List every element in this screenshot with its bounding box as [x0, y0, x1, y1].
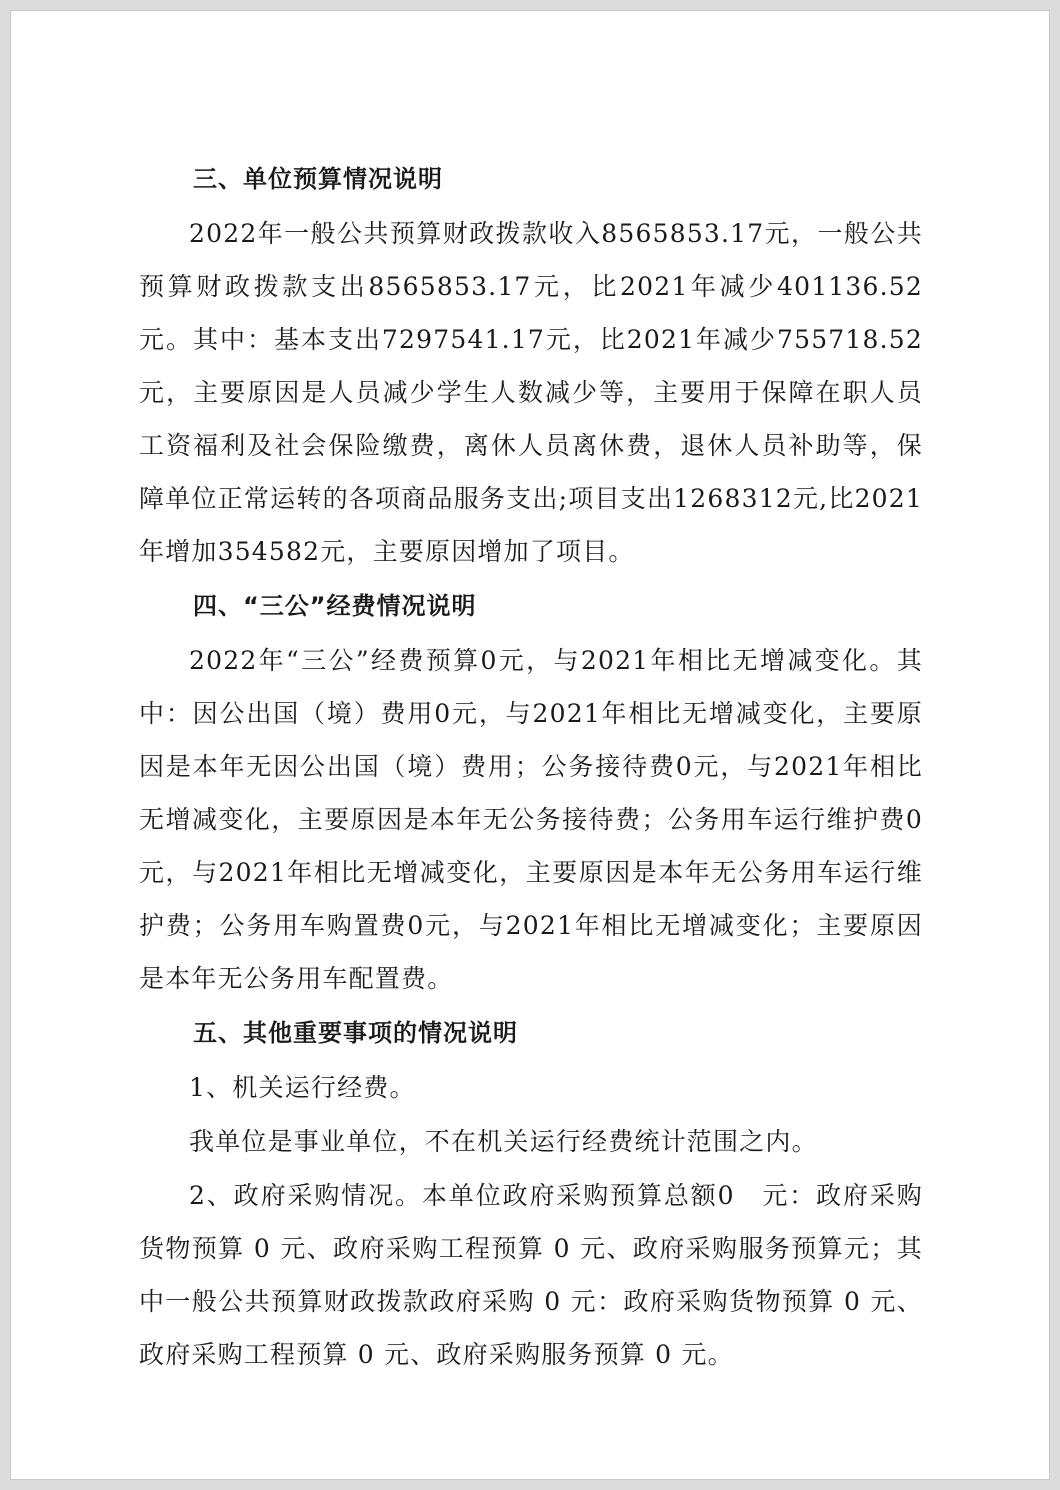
section-heading-three-public: 四、“三公”经费情况说明 — [193, 592, 477, 620]
operating-expense-title: 1、机关运行经费。 — [189, 1073, 416, 1102]
section-heading-other-matters: 五、其他重要事项的情况说明 — [193, 1019, 518, 1047]
operating-expense-body: 我单位是事业单位，不在机关运行经费统计范围之内。 — [189, 1127, 818, 1156]
three-public-paragraph: 2022年“三公”经费预算0元，与2021年相比无增减变化。其中：因公出国（境）费用0元，与2021年相比无增减变化，主要原因是本年无因公出国（境）费用；公务接待费0元，与2021年相比无增减变化，主要原因是本年无公务接待费；公务用车运行维护费0元，与2021年相比无增减变化，主要原因是本年无公务用车运行维护费；公务用车购置费0元，与2021年相比无增减变化；主要原因是本年无公务用车配置费。 — [139, 646, 923, 993]
document-page — [10, 10, 1050, 1480]
document-body — [139, 151, 923, 1381]
procurement-paragraph: 2、政府采购情况。本单位政府采购预算总额0 元：政府采购货物预算 0 元、政府采购工程预算 0 元、政府采购服务预算元；其中一般公共预算财政拨款政府采购 0 元：政府采购货物预算 0 元、政府采购工程预算 0 元、政府采购服务预算 0 元。 — [139, 1181, 923, 1369]
budget-paragraph: 2022年一般公共预算财政拨款收入8565853.17元，一般公共预算财政拨款支出8565853.17元，比2021年减少401136.52元。其中：基本支出7297541.17元，比2021年减少755718.52元，主要原因是人员减少学生人数减少等，主要用于保障在职人员工资福利及社会保险缴费，离休人员离休费，退休人员补助等，保障单位正常运转的各项商品服务支出;项目支出1268312元,比2021年增加354582元，主要原因增加了项目。 — [139, 219, 923, 566]
section-heading-budget: 三、单位预算情况说明 — [193, 165, 443, 193]
